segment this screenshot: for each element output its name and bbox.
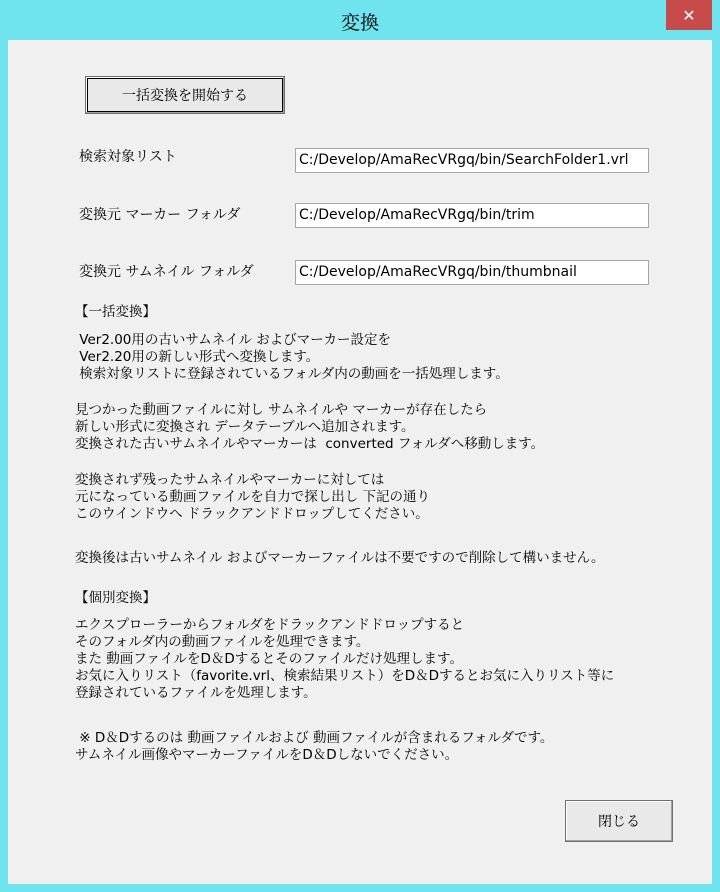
- thumbnail-folder-label: 変換元 サムネイル フォルダ: [79, 264, 254, 280]
- dialog-body: [8, 40, 712, 884]
- bulk-convert-paragraph-1: Ver2.00用の古いサムネイル およびマーカー設定を Ver2.20用の新しい形式へ変換します。 検索対象リストに登録されているフォルダ内の動画を一括処理します。: [79, 332, 509, 382]
- bulk-convert-paragraph-3: 変換されず残ったサムネイルやマーカーに対しては 元になっている動画ファイルを自力で探し出し 下記の通り このウインドウへ ドラックアンドドロップしてください。: [75, 472, 431, 522]
- search-list-field[interactable]: C:/Develop/AmaRecVRgq/bin/SearchFolder1.vrl: [295, 148, 649, 173]
- window-close-button[interactable]: [666, 0, 712, 30]
- individual-convert-paragraph-2: ※ D＆Dするのは 動画ファイルおよび 動画ファイルが含まれるフォルダです。 サムネイル画像やマーカーファイルをD＆Dしないでください。: [75, 730, 554, 763]
- start-bulk-convert-button[interactable]: 一括変換を開始する: [85, 76, 285, 114]
- individual-convert-heading: 【個別変換】: [75, 590, 156, 606]
- marker-folder-label: 変換元 マーカー フォルダ: [79, 207, 241, 223]
- bulk-convert-paragraph-2: 見つかった動画ファイルに対し サムネイルや マーカーが存在したら 新しい形式に変換され データテーブルへ追加されます。 変換された古いサムネイルやマーカーは converted フォルダへ移動します。: [75, 402, 545, 452]
- window-title: 変換: [340, 12, 379, 34]
- individual-convert-paragraph-1: エクスプローラーからフォルダをドラックアンドドロップすると そのフォルダ内の動画ファイルを処理できます。 また 動画ファイルをD＆Dするとそのファイルだけ処理します。 お気に入りリスト（favorite.vrl、検索結果リスト）をD＆Dするとお気に入りリスト等に 登録されているファイルを処理します。: [75, 617, 615, 701]
- thumbnail-folder-field[interactable]: C:/Develop/AmaRecVRgq/bin/thumbnail: [295, 260, 649, 285]
- search-list-label: 検索対象リスト: [79, 149, 177, 165]
- close-button[interactable]: 閉じる: [565, 800, 673, 842]
- bulk-convert-heading: 【一括変換】: [75, 304, 156, 320]
- title-bar[interactable]: [0, 0, 720, 40]
- close-icon: ✕: [682, 5, 696, 25]
- marker-folder-field[interactable]: C:/Develop/AmaRecVRgq/bin/trim: [295, 203, 649, 228]
- bulk-convert-paragraph-4: 変換後は古いサムネイル およびマーカーファイルは不要ですので削除して構いません。: [75, 550, 605, 566]
